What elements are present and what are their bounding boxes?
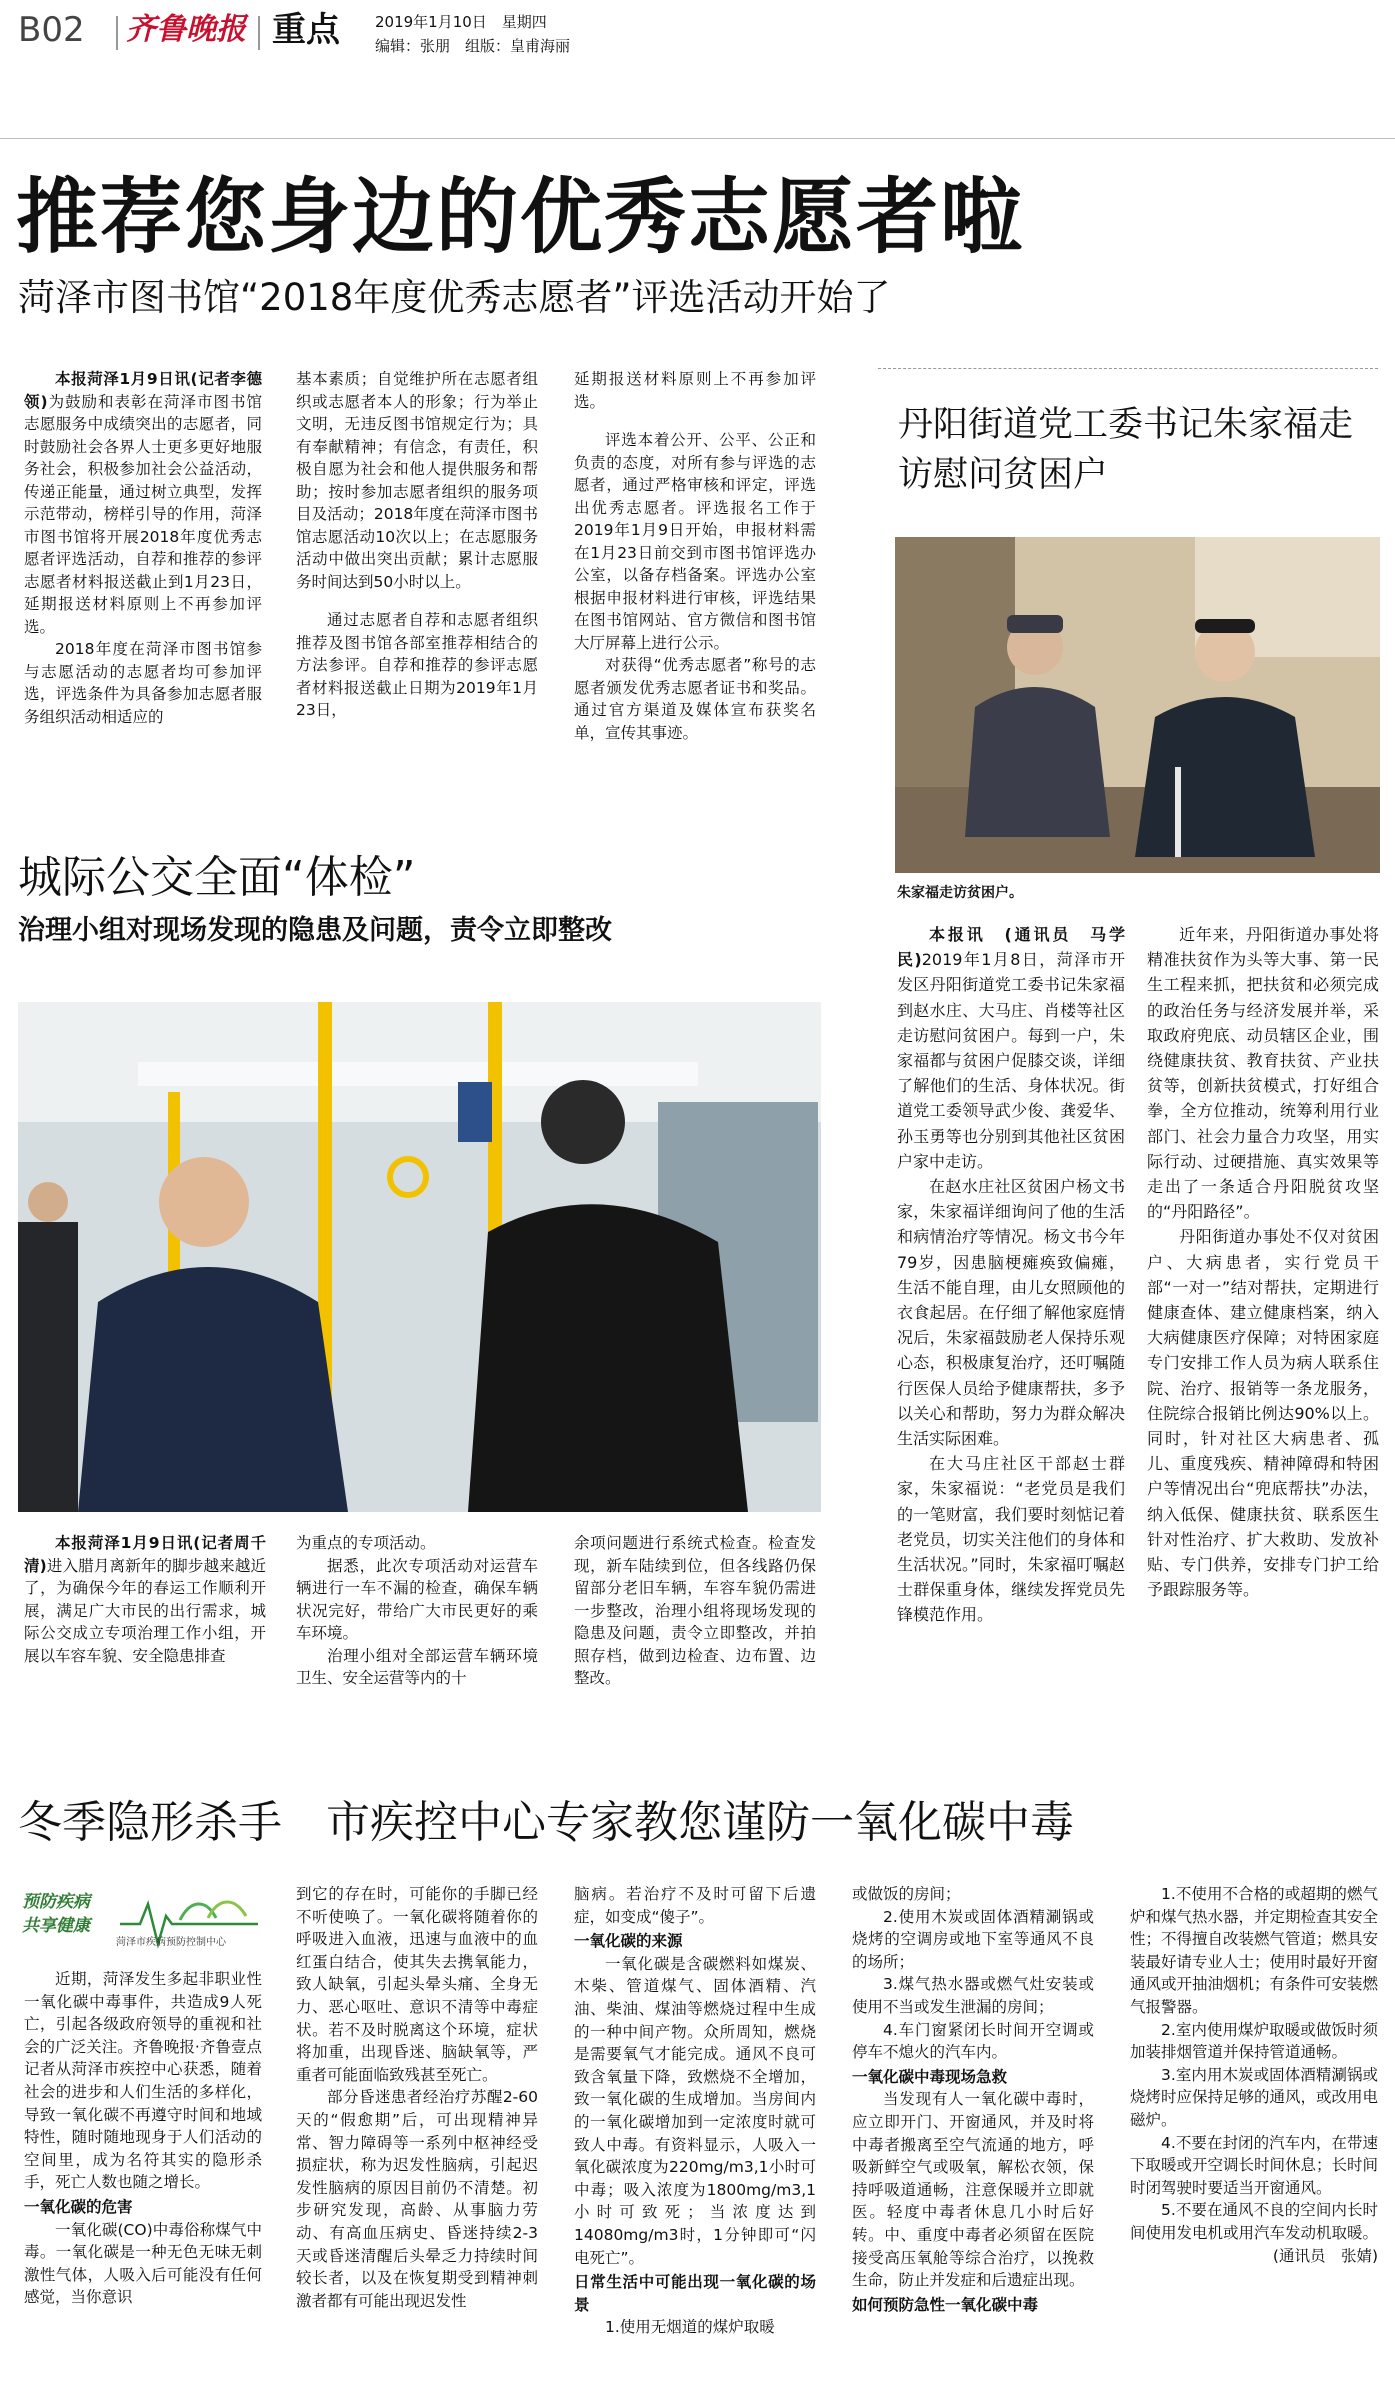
subheading-co-scenarios: 日常生活中可能出现一氧化碳的场景 <box>574 2273 816 2314</box>
logo-organization: 菏泽市疾病预防控制中心 <box>116 1937 226 1948</box>
article1-column-2: 基本素质；自觉维护所在志愿者组织或志愿者本人的形象；行为举止文明，无违反图书馆规定行为；具有奉献精神；有信念，有责任，积极自愿为社会和他人提供服务和帮助；按时参加志愿者组织的服务项目及活动；2018年度在菏泽市图书馆志愿活动10次以上；在志愿服务活动中做出突出贡献；累计志愿服务时间达到50小时以上。 通过志愿者自荐和志愿者组织推荐及图书馆各部室推荐相结合的方法参评。自荐和推荐的参评志愿者材料报送截止日期为2019年1月23日， <box>296 370 538 719</box>
article3-lead: 本报菏泽1月9日讯(记者周千清) <box>24 1534 266 1575</box>
masthead-divider <box>258 16 260 50</box>
article3-photo <box>18 1002 821 1512</box>
article1-subhead: 菏泽市图书馆“2018年度优秀志愿者”评选活动开始了 <box>18 276 891 319</box>
article1-column-3: 延期报送材料原则上不再参加评选。 评选本着公开、公平、公正和负责的态度，对所有参与评选的志愿者，通过严格审核和评定，评选出优秀志愿者。评选报名工作于2019年1月9日开始，申报材料需在1月23日前交到市图书馆评选办公室，以备存档备案。评选办公室根据申报材料进行审核，评选结果在图书馆网站、官方微信和图书馆大厅屏幕上进行公示。 对获得“优秀志愿者”称号的志愿者颁发优秀志愿者证书和奖品。通过官方渠道及媒体宣布获奖名单，宣传其事迹。 <box>574 370 816 742</box>
subheading-co-harm: 一氧化碳的危害 <box>24 2197 133 2216</box>
page-number: B02 <box>18 10 85 50</box>
article2-column-1: 本报讯 (通讯员 马学民)2019年1月8日，菏泽市开发区丹阳街道党工委书记朱家福到赵水庄、大马庄、肖楼等社区走访慰问贫困户。每到一户，朱家福都与贫困户促膝交谈，详细了解他们的生活、身体状况。街道党工委领导武少俊、龚爱华、孙玉勇等也分别到其他社区贫困户家中走访。 在赵水庄社区贫困户杨文书家，朱家福详细询问了他的生活和病情治疗等情况。杨文书今年79岁，因患脑梗瘫痪致偏瘫，生活不能自理，由儿女照顾他的衣食起居。在仔细了解他家庭情况后，朱家福鼓励老人保持乐观心态，积极康复治疗，还叮嘱随行医保人员给予健康帮扶，多予以关心和帮助，努力为群众解决生活实际困难。 在大马庄社区干部赵士群家，朱家福说：“老党员是我们的一笔财富，我们要时刻惦记着老党员，切实关注他们的身体和生活状况。”同时，朱家福叮嘱赵士群保重身体，继续发挥党员先锋模范作用。 <box>897 925 1125 1625</box>
masthead <box>0 0 1395 70</box>
article3-headline: 城际公交全面“体检” <box>18 852 416 903</box>
masthead-rule <box>0 138 1395 139</box>
article2-photo-caption: 朱家福走访贫困户。 <box>897 885 1023 901</box>
article4-column-4: 或做饭的房间； 2.使用木炭或固体酒精涮锅或烧烤的空调房或地下室等通风不良的场所； 3.煤气热水器或燃气灶安装或使用不当或发生泄漏的房间； 4.车门窗紧闭长时间开空调或停车不熄火的汽车内。 一氧化碳中毒现场急救 当发现有人一氧化碳中毒时，应立即开门、开窗通风，并及时将中毒者搬离至空气流通的地方，呼吸新鲜空气或吸氧，解松衣领，保持呼吸道通畅，注意保暖并立即就医。轻度中毒者休息几小时后好转。中、重度中毒者必须留在医院接受高压氧舱等综合治疗，以挽救生命，防止并发症和后遗症出现。 如何预防急性一氧化碳中毒 <box>852 1883 1094 2388</box>
logo-slogan-line1: 预防疾病 <box>22 1892 90 1912</box>
article1-column-1: 本报菏泽1月9日讯(记者李德领)为鼓励和表彰在菏泽市图书馆志愿服务中成绩突出的志愿者，同时鼓励社会各界人士更多更好地服务社会，积极参加社会公益活动，传递正能量，通过树立典型，发挥示范带动，榜样引导的作用，菏泽市图书馆将开展2018年度优秀志愿者评选活动，自荐和推荐的参评志愿者材料报送截止到1月23日，延期报送材料原则上不再参加评选。 2018年度在菏泽市图书馆参与志愿活动的志愿者均可参加评选，评选条件为具备参加志愿者服务组织活动相适应的 <box>24 370 262 726</box>
article4-headline: 冬季隐形杀手 市疾控中心专家教您谨防一氧化碳中毒 <box>18 1797 1074 1848</box>
article2-column-2: 近年来，丹阳街道办事处将精准扶贫作为头等大事、第一民生工程来抓，把扶贫和必须完成的政治任务与经济发展并举，采取政府兜底、动员辖区企业，围绕健康扶贫、教育扶贫、产业扶贫等，创新扶贫模式，打好组合拳，全方位推动，统筹利用行业部门、社会力量合力攻坚，用实际行动、过硬措施、真实效果等走出了一条适合丹阳脱贫攻坚的“丹阳路径”。 丹阳街道办事处不仅对贫困户、大病患者，实行党员干部“一对一”结对帮扶，定期进行健康查体、建立健康档案，纳入大病健康医疗保障；对特困家庭专门安排工作人员为病人联系住院、治疗、报销等一条龙服务，住院综合报销比例达90%以上。同时，针对社区大病患者、孤儿、重度残疾、精神障碍和特困户等情况出台“兜底帮扶”办法，纳入低保、健康扶贫、联系医生针对性治疗、扩大救助、发放补贴、专门供养，安排专门护工给予跟踪服务等。 <box>1147 925 1379 1600</box>
article3-column-2: 为重点的专项活动。 据悉，此次专项活动对运营车辆进行一车不漏的检查，确保车辆状况完好，带给广大市民更好的乘车环境。 治理小组对全部运营车辆环境卫生、安全运营等内的十 <box>296 1534 538 1687</box>
article4-column-2: 到它的存在时，可能你的手脚已经不听使唤了。一氧化碳将随着你的呼吸进入血液，迅速与血液中的血红蛋白结合，使其失去携氧能力，致人缺氧，引起头晕头痛、全身无力、恶心呕吐、意识不清等中毒症状。若不及时脱离这个环境，症状将加重，出现昏迷、脑缺氧等，严重者可能面临致残甚至死亡。 部分昏迷患者经治疗苏醒2-60天的“假愈期”后，可出现精神异常、智力障碍等一系列中枢神经受损症状，称为迟发性脑病，引起迟发性脑病的原因目前仍不清楚。初步研究发现，高龄、从事脑力劳动、有高血压病史、昏迷持续2-3天或昏迷清醒后头晕乏力持续时间较长者，以及在恢复期受到精神刺激者都有可能出现迟发性 <box>296 1885 538 2310</box>
article4-byline: (通讯员 张婧) <box>1272 2246 1378 2265</box>
article4-column-3: 脑病。若治疗不及时可留下后遗症，如变成“傻子”。 一氧化碳的来源 一氧化碳是含碳燃料如煤炭、木柴、管道煤气、固体酒精、汽油、柴油、煤油等燃烧过程中生成的一种中间产物。众所周知，燃烧是需要氧气才能完成。通风不良可致含氧量下降，致燃烧不全增加，致一氧化碳的生成增加。当房间内的一氧化碳增加到一定浓度时就可致人中毒。有资料显示，人吸入一氧化碳浓度为220mg/m3,1小时可中毒；吸入浓度为1800mg/m3,1小时可致死；当浓度达到14080mg/m3时，1分钟即可“闪电死亡”。 日常生活中可能出现一氧化碳的场景 1.使用无烟道的煤炉取暖 <box>574 1885 816 2337</box>
subheading-first-aid: 一氧化碳中毒现场急救 <box>852 2067 1008 2086</box>
masthead-divider <box>116 16 118 50</box>
subheading-prevention: 如何预防急性一氧化碳中毒 <box>852 2295 1039 2314</box>
paper-name-logo: 齐鲁晚报 <box>126 12 246 47</box>
subheading-co-source: 一氧化碳的来源 <box>574 1932 683 1951</box>
article2-photo <box>895 537 1380 873</box>
issue-date: 2019年1月10日 星期四 <box>375 13 547 31</box>
visit-photo-illustration <box>895 537 1380 873</box>
article3-column-3: 余项问题进行系统式检查。检查发现，新车陆续到位，但各线路仍保留部分老旧车辆，车容车貌仍需进一步整改，治理小组将现场发现的隐患及问题，责令立即整改，并拍照存档，做到边检查、边布置、边整改。 <box>574 1534 816 1687</box>
health-logo <box>20 1890 262 1956</box>
article4-column-1: 近期，菏泽发生多起非职业性一氧化碳中毒事件，共造成9人死亡，引起各级政府领导的重视和社会的广泛关注。齐鲁晚报·齐鲁壹点记者从菏泽市疾控中心获悉，随着社会的进步和人们生活的多样化，导致一氧化碳不再遵守时间和地域特性，随时随地现身于人们活动的空间里，成为名符其实的隐形杀手，死亡人数也随之增长。 一氧化碳的危害 一氧化碳(CO)中毒俗称煤气中毒。一氧化碳是一种无色无味无刺激性气体，人吸入后可能没有任何感觉，当你意识 <box>24 1970 262 2307</box>
bus-inspection-photo-illustration <box>18 1002 821 1512</box>
article2-top-rule <box>878 368 1378 369</box>
article2-headline: 丹阳街道党工委书记朱家福走访慰问贫困户 <box>898 405 1354 495</box>
editor-credit: 编辑：张朋 组版：皇甫海丽 <box>375 37 571 55</box>
article3-subhead: 治理小组对现场发现的隐患及问题，责令立即整改 <box>18 915 612 946</box>
article3-column-1: 本报菏泽1月9日讯(记者周千清)进入腊月离新年的脚步越来越近了，为确保今年的春运工作顺利开展，满足广大市民的出行需求，城际公交成立专项治理工作小组，开展以车容车貌、安全隐患排查 <box>24 1534 266 1665</box>
article1-headline: 推荐您身边的优秀志愿者啦 <box>16 170 1025 265</box>
article2-lead: 本报讯 (通讯员 马学民) <box>897 925 1125 970</box>
article1-lead: 本报菏泽1月9日讯(记者李德领) <box>24 370 262 411</box>
logo-slogan-line2: 共享健康 <box>22 1916 90 1936</box>
section-title: 重点 <box>272 10 340 50</box>
article4-column-5: 1.不使用不合格的或超期的燃气炉和煤气热水器，并定期检查其安全性；不得擅自改装燃气管道；燃具安装最好请专业人士；使用时最好开窗通风或开抽油烟机；有条件可安装燃气报警器。 2.室内使用煤炉取暖或做饭时须加装排烟管道并保持管道通畅。 3.室内用木炭或固体酒精涮锅或烧烤时应保持足够的通风，或改用电磁炉。 4.不要在封闭的汽车内，在带速下取暖或开空调长时间休息；长时间时闭驾驶时要适当开窗通风。 5.不要在通风不良的空间内长时间使用发电机或用汽车发动机取暖。 (通讯员 张婧) <box>1130 1883 1378 2388</box>
